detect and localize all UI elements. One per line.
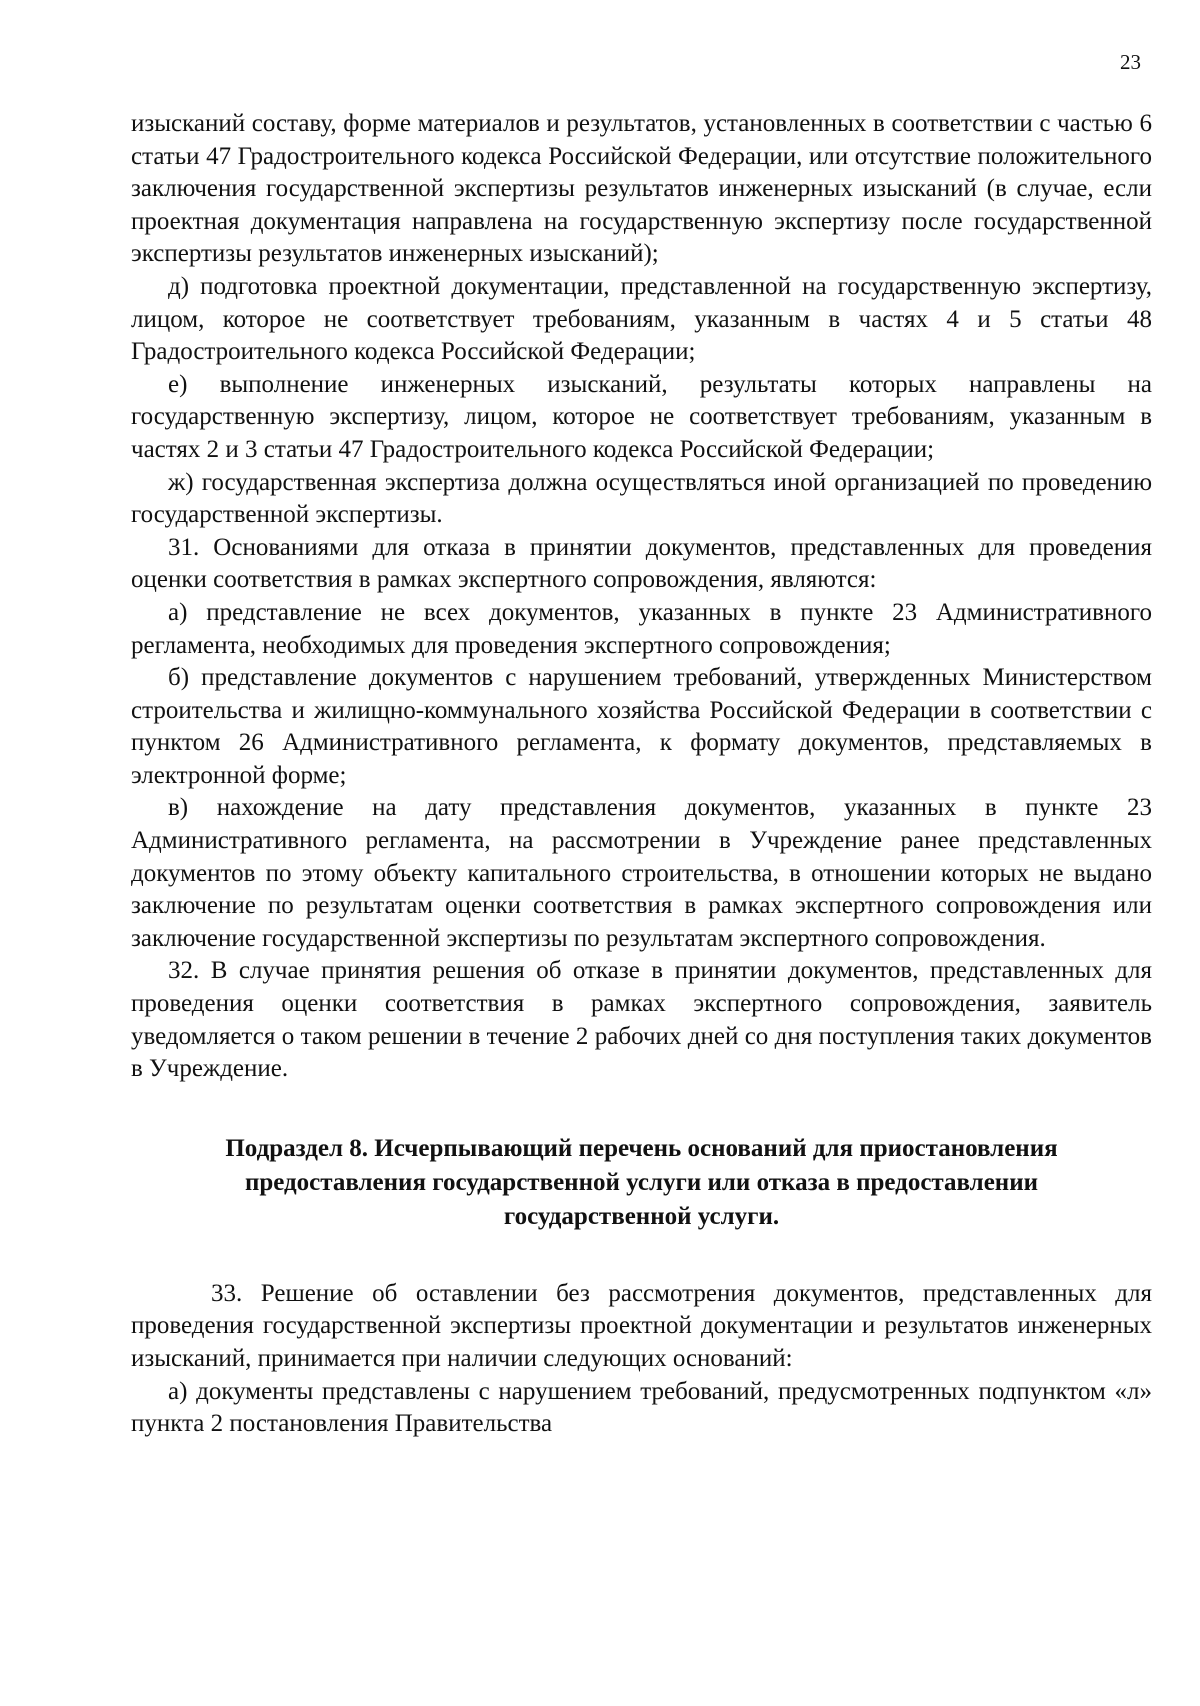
paragraph-item-e: е) выполнение инженерных изысканий, результаты которых направлены на государственную экспертизу, лицом, которое не соответствует требованиям, указанным в частях 2 и 3 статьи 47 Градостроительного кодекса Российской Федерации; — [131, 370, 1152, 463]
paragraph-31-b: б) представление документов с нарушением требований, утвержденных Министерством строительства и жилищно-коммунального хозяйства Российской Федерации в соответствии с пунктом 26 Административного регламента, к формату документов, представляемых в электронной форме; — [131, 664, 1152, 789]
section-heading: Подраздел 8. Исчерпывающий перечень оснований для приостановления предоставления государственной услуги или отказа в предоставлении государственной услуги. — [225, 1134, 1058, 1230]
paragraph-31-a: а) представление не всех документов, указанных в пункте 23 Административного регламента, необходимых для проведения экспертного сопровождения; — [131, 598, 1152, 659]
paragraph-item-d: д) подготовка проектной документации, представленной на государственную экспертизу, лицом, которое не соответствует требованиям, указанным в частях 4 и 5 статьи 48 Градостроительного кодекса Российской Федерации; — [131, 272, 1152, 366]
paragraph-33-a: а) документы представлены с нарушением требований, предусмотренных подпунктом «л» пункта 2 постановления Правительства — [131, 1377, 1152, 1438]
paragraph-continuation: изысканий составу, форме материалов и результатов, установленных в соответствии с частью 6 статьи 47 Градостроительного кодекса Российской Федерации, или отсутствие положительного заключения государственной экспертизы результатов инженерных изысканий (в случае, если проектная документация направлена на государственную экспертизу после государственной экспертизы результатов инженерных изысканий); — [131, 110, 1152, 268]
paragraph-31-v: в) нахождение на дату представления документов, указанных в пункте 23 Административного регламента, на рассмотрении в Учреждение ранее представленных документов по этому объекту капитального строительства, в отношении которых не выдано заключение по результатам оценки соответствия в рамках экспертного сопровождения или заключение государственной экспертизы по результатам экспертного сопровождения. — [131, 794, 1152, 952]
page-number: 23 — [1120, 50, 1141, 74]
paragraph-33: 33. Решение об оставлении без рассмотрения документов, представленных для проведения государственной экспертизы проектной документации и результатов инженерных изысканий, принимается при наличии следующих оснований: — [131, 1279, 1152, 1372]
paragraph-31: 31. Основаниями для отказа в принятии документов, представленных для проведения оценки соответствия в рамках экспертного сопровождения, являются: — [131, 533, 1152, 594]
paragraph-item-zh: ж) государственная экспертиза должна осуществляться иной организацией по проведению государственной экспертизы. — [131, 468, 1152, 529]
paragraph-32: 32. В случае принятия решения об отказе в принятии документов, представленных для проведения оценки соответствия в рамках экспертного сопровождения, заявитель уведомляется о таком решении в течение 2 рабочих дней со дня поступления таких документов в Учреждение. — [131, 957, 1152, 1083]
document-body — [131, 108, 1152, 1441]
